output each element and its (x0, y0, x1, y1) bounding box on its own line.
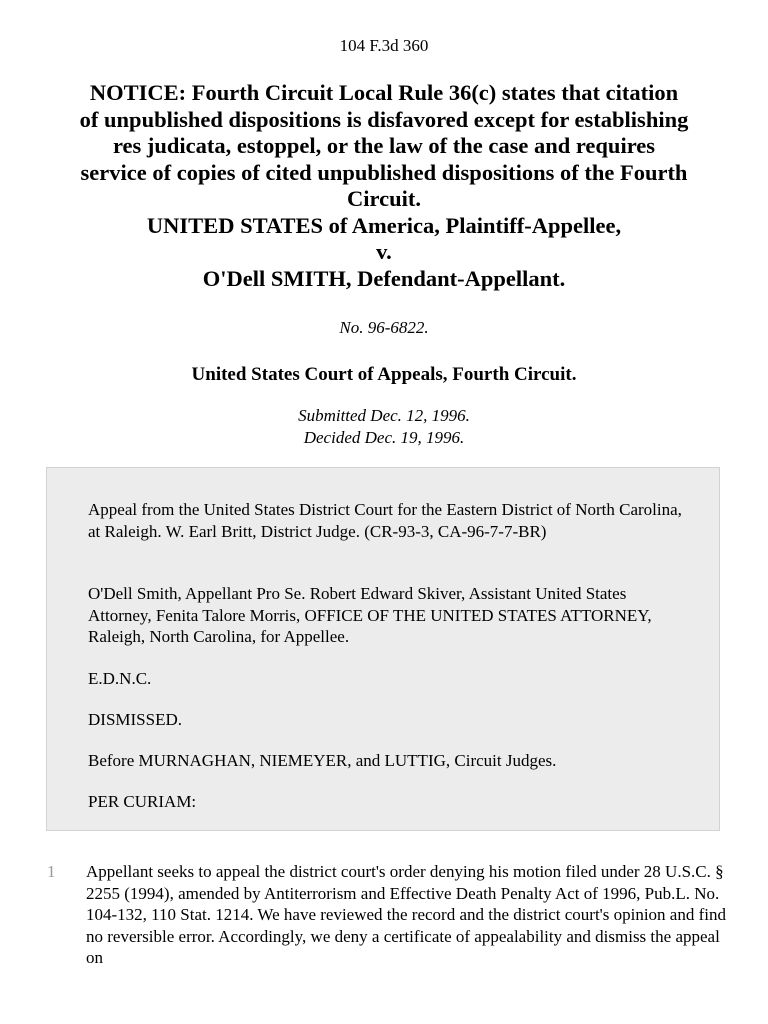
notice-line: service of copies of cited unpublished dispositions of the Fourth (80, 159, 688, 185)
notice-line: Circuit. (347, 186, 421, 211)
paragraph-number: 1 (47, 862, 56, 881)
counsel-text: O'Dell Smith, Appellant Pro Se. Robert Edward Skiver, Assistant United States Attorney, Fenita Talore Morris, OFFICE OF THE UNITED STATES ATTORNEY, Raleigh, North Carolina, for Appellee. (88, 584, 652, 646)
headnote-box (46, 467, 720, 831)
notice-line: of unpublished dispositions is disfavored except for establishing (79, 106, 689, 132)
disposition: DISMISSED. (88, 710, 182, 729)
panel-judges: Before MURNAGHAN, NIEMEYER, and LUTTIG, Circuit Judges. (88, 751, 557, 770)
district-abbrev: E.D.N.C. (88, 669, 152, 688)
case-dates (0, 405, 768, 448)
court-name: United States Court of Appeals, Fourth Circuit. (191, 364, 577, 385)
case-caption (40, 80, 728, 292)
notice-line: res judicata, estoppel, or the law of the case and requires (112, 133, 656, 158)
per-curiam-label: PER CURIAM: (88, 792, 197, 811)
defendant-party: O'Dell SMITH, Defendant-Appellant. (202, 265, 566, 291)
plaintiff-party: UNITED STATES of America, Plaintiff-Appellee, (146, 212, 622, 238)
appeal-from-text: Appeal from the United States District Court for the Eastern District of North Carolina, at Raleigh. W. Earl Britt, District Judge. (CR-93-3, CA-96-7-7-BR) (88, 500, 682, 541)
opinion-paragraph: Appellant seeks to appeal the district court's order denying his motion filed under 28 U.S.C. § 2255 (1994), amended by Antiterrorism and Effective Death Penalty Act of 1996, Pub.L. No. 104-132, 110 Stat. 1214. We have reviewed the record and the district court's opinion and find no reversible error. Accordingly, we deny a certificate of appealability and dismiss the appeal on (86, 862, 726, 968)
docket-number: No. 96-6822. (339, 318, 429, 337)
versus: v. (376, 239, 392, 264)
submitted-date: Submitted Dec. 12, 1996. (298, 406, 470, 425)
notice-line: NOTICE: Fourth Circuit Local Rule 36(c) states that citation (89, 80, 679, 105)
reporter-citation: 104 F.3d 360 (339, 36, 429, 55)
decided-date: Decided Dec. 19, 1996. (303, 427, 465, 447)
